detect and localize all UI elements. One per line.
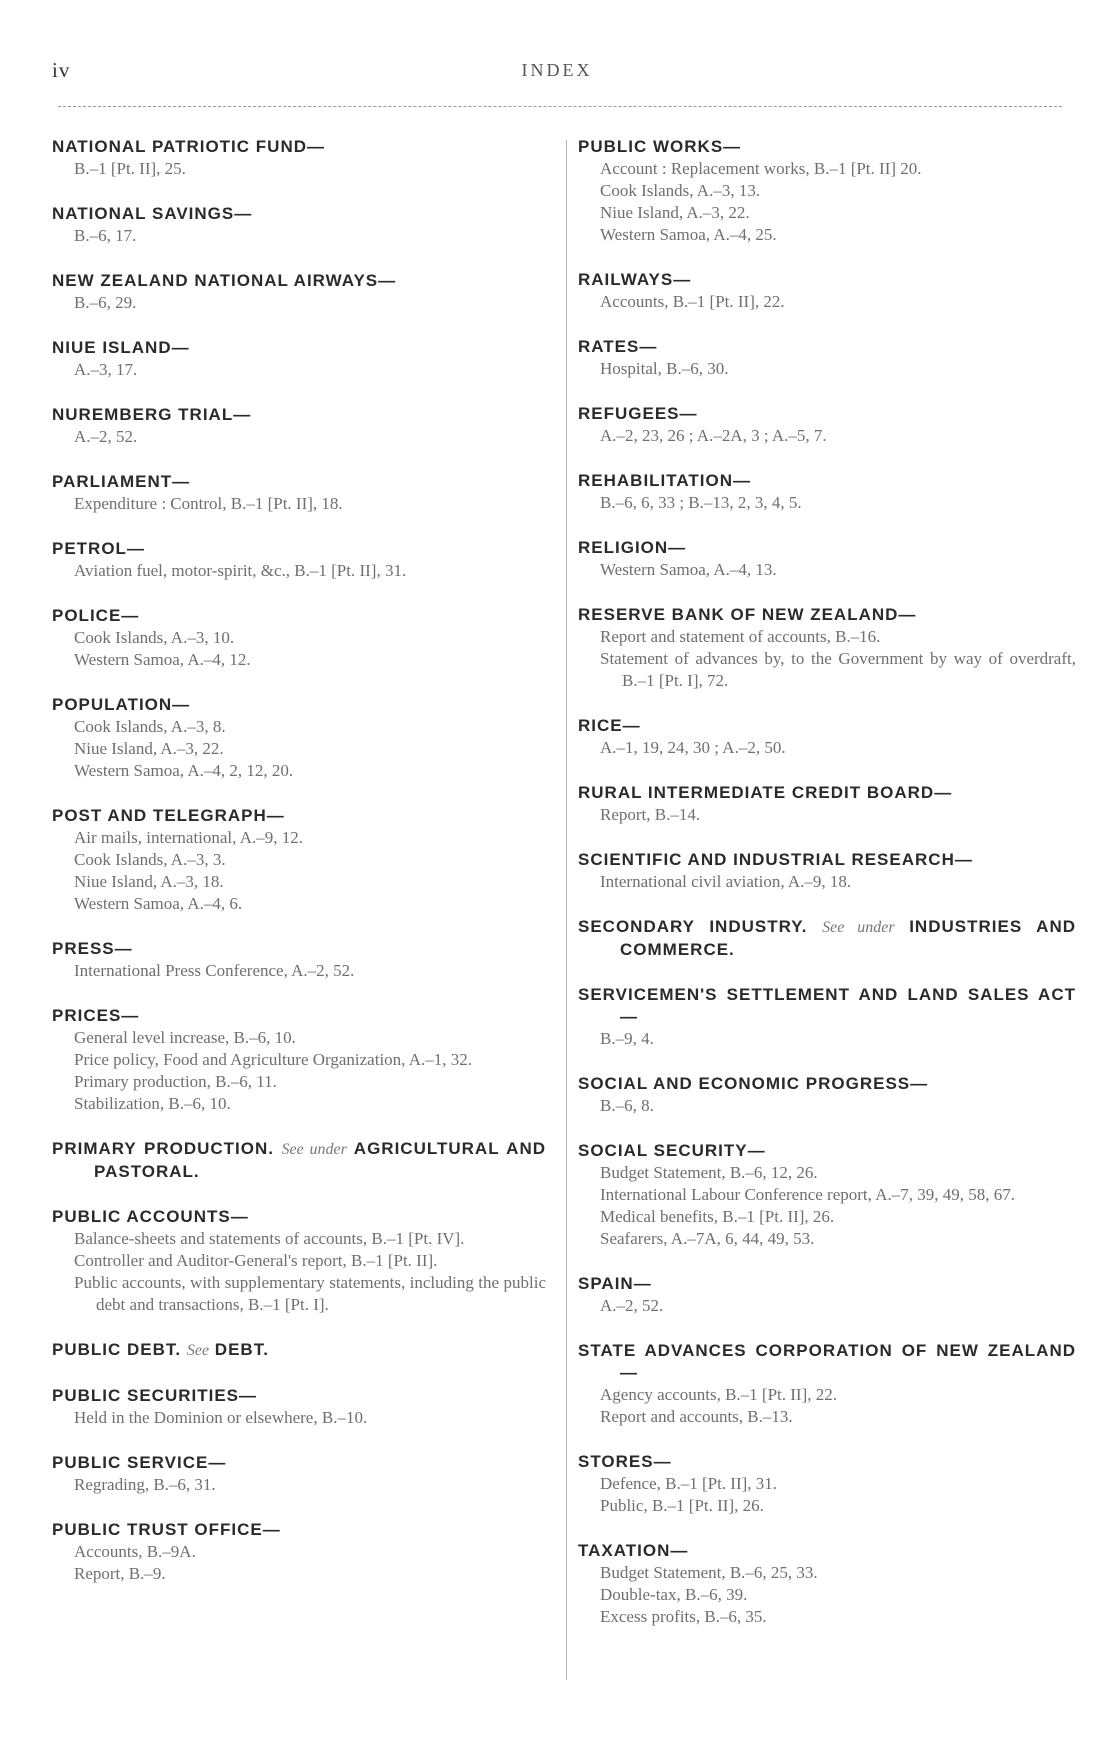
entry-heading (52, 805, 546, 827)
sub-entry: Niue Island, A.–3, 22. (600, 203, 750, 222)
entry-heading (578, 1340, 1076, 1384)
sub-entry: A.–2, 23, 26 ; A.–2A, 3 ; A.–5, 7. (600, 426, 827, 445)
sub-entry: Budget Statement, B.–6, 12, 26. (600, 1163, 818, 1182)
index-entry (578, 1140, 1076, 1250)
sub-entry: Controller and Auditor-General's report, B.–1 [Pt. II]. (74, 1251, 438, 1270)
sub-entry: Double-tax, B.–6, 39. (600, 1585, 748, 1604)
heading-text: PUBLIC SERVICE— (52, 1453, 227, 1472)
entry-heading (578, 336, 1076, 358)
index-entry (52, 1452, 546, 1496)
index-entry (578, 136, 1076, 246)
sub-entry: Agency accounts, B.–1 [Pt. II], 22. (600, 1385, 838, 1404)
sub-entry: Accounts, B.–1 [Pt. II], 22. (600, 292, 785, 311)
heading-text: STORES— (578, 1452, 672, 1471)
sub-entry: A.–1, 19, 24, 30 ; A.–2, 50. (600, 738, 786, 757)
entry-heading (578, 1540, 1076, 1562)
index-entry (52, 203, 546, 247)
index-entry (578, 1273, 1076, 1317)
index-entry (52, 471, 546, 515)
sub-entry: Accounts, B.–9A. (74, 1542, 196, 1561)
index-entry (578, 336, 1076, 380)
heading-text: TAXATION— (578, 1541, 689, 1560)
running-head: INDEX (521, 60, 593, 80)
heading-text: POLICE— (52, 606, 140, 625)
sub-entry: B.–6, 6, 33 ; B.–13, 2, 3, 4, 5. (600, 493, 802, 512)
heading-text: SCIENTIFIC AND INDUSTRIAL RESEARCH— (578, 850, 973, 869)
heading-text: PRICES— (52, 1006, 140, 1025)
sub-entry: Aviation fuel, motor-spirit, &c., B.–1 [Pt. II], 31. (74, 561, 407, 580)
entry-heading (578, 269, 1076, 291)
index-entry (578, 916, 1076, 961)
index-column-right (578, 136, 1076, 1651)
sub-entry: A.–2, 52. (600, 1296, 664, 1315)
sub-entry: Hospital, B.–6, 30. (600, 359, 729, 378)
index-entry (52, 538, 546, 582)
index-entry (52, 1206, 546, 1316)
entry-heading (52, 538, 546, 560)
index-entry (52, 1138, 546, 1183)
heading-text: NATIONAL SAVINGS— (52, 204, 253, 223)
page-header (0, 0, 1114, 110)
sub-entry: A.–3, 17. (74, 360, 138, 379)
sub-entry: Western Samoa, A.–4, 6. (74, 894, 243, 913)
entry-heading (578, 849, 1076, 871)
entry-heading (52, 203, 546, 225)
sub-entry: Primary production, B.–6, 11. (74, 1072, 277, 1091)
entry-heading (578, 604, 1076, 626)
entry-heading (52, 1005, 546, 1027)
entry-heading (52, 1385, 546, 1407)
sub-entry: Balance-sheets and statements of accounts, B.–1 [Pt. IV]. (74, 1229, 465, 1248)
entry-heading (52, 1138, 546, 1183)
index-entry (578, 1073, 1076, 1117)
heading-text: SECONDARY INDUSTRY. (578, 917, 808, 936)
sub-entry: Niue Island, A.–3, 22. (74, 739, 224, 758)
sub-entry: Medical benefits, B.–1 [Pt. II], 26. (600, 1207, 835, 1226)
sub-entry: Western Samoa, A.–4, 12. (74, 650, 251, 669)
sub-entry: Price policy, Food and Agriculture Organization, A.–1, 32. (74, 1050, 473, 1069)
index-entry (578, 1540, 1076, 1628)
sub-entry: Seafarers, A.–7A, 6, 44, 49, 53. (600, 1229, 815, 1248)
index-entry (52, 1005, 546, 1115)
entry-heading (578, 916, 1076, 961)
index-entry (52, 805, 546, 915)
heading-text: NEW ZEALAND NATIONAL AIRWAYS— (52, 271, 397, 290)
sub-entry: Cook Islands, A.–3, 8. (74, 717, 226, 736)
index-entry (578, 984, 1076, 1050)
entry-heading (578, 782, 1076, 804)
heading-text: REHABILITATION— (578, 471, 752, 490)
heading-text: SERVICEMEN'S SETTLEMENT AND LAND SALES ACT— (578, 985, 1076, 1026)
entry-heading (52, 605, 546, 627)
sub-entry: Defence, B.–1 [Pt. II], 31. (600, 1474, 778, 1493)
sub-entry: International Labour Conference report, A.–7, 39, 49, 58, 67. (600, 1185, 1015, 1204)
index-entry (578, 537, 1076, 581)
cross-reference: INDUSTRIES AND COMMERCE. (620, 917, 1076, 959)
sub-entry: Western Samoa, A.–4, 25. (600, 225, 777, 244)
entry-heading (52, 938, 546, 960)
entry-heading (578, 984, 1076, 1028)
index-entry (52, 270, 546, 314)
sub-entry: Report and accounts, B.–13. (600, 1407, 793, 1426)
index-entry (52, 694, 546, 782)
heading-text: PETROL— (52, 539, 145, 558)
sub-entry: Report, B.–9. (74, 1564, 166, 1583)
sub-entry: General level increase, B.–6, 10. (74, 1028, 296, 1047)
sub-entry: Budget Statement, B.–6, 25, 33. (600, 1563, 818, 1582)
heading-text: PUBLIC SECURITIES— (52, 1386, 258, 1405)
heading-text: NIUE ISLAND— (52, 338, 190, 357)
see-reference-note: See under (281, 1141, 347, 1158)
entry-heading (578, 1140, 1076, 1162)
entry-heading (578, 1073, 1076, 1095)
heading-text: POPULATION— (52, 695, 191, 714)
index-column-left (52, 136, 546, 1608)
page-number: iv (52, 58, 71, 82)
sub-entry: Report, B.–14. (600, 805, 701, 824)
heading-text: NATIONAL PATRIOTIC FUND— (52, 137, 325, 156)
heading-text: REFUGEES— (578, 404, 698, 423)
entry-heading (52, 337, 546, 359)
entry-heading (52, 1452, 546, 1474)
cross-reference: DEBT. (214, 1340, 269, 1359)
index-entry (578, 470, 1076, 514)
entry-heading (578, 1273, 1076, 1295)
heading-text: PRIMARY PRODUCTION. (52, 1139, 274, 1158)
sub-entry: Regrading, B.–6, 31. (74, 1475, 216, 1494)
sub-entry: Public, B.–1 [Pt. II], 26. (600, 1496, 764, 1515)
heading-text: SOCIAL SECURITY— (578, 1141, 766, 1160)
index-entry (578, 403, 1076, 447)
index-entry (578, 1340, 1076, 1428)
index-entry (578, 269, 1076, 313)
sub-entry: B.–6, 8. (600, 1096, 654, 1115)
sub-entry: Statement of advances by, to the Government by way of overdraft, B.–1 [Pt. I], 72. (600, 649, 1076, 690)
heading-text: SPAIN— (578, 1274, 652, 1293)
see-reference-note: See under (822, 919, 895, 936)
column-divider (566, 140, 567, 1680)
sub-entry: B.–6, 29. (74, 293, 137, 312)
sub-entry: Public accounts, with supplementary statements, including the public debt and transactions, B.–1 [Pt. I]. (74, 1273, 546, 1314)
heading-text: NUREMBERG TRIAL— (52, 405, 252, 424)
sub-entry: International civil aviation, A.–9, 18. (600, 872, 852, 891)
entry-heading (52, 1519, 546, 1541)
entry-heading (52, 1206, 546, 1228)
entry-heading (52, 694, 546, 716)
sub-entry: B.–6, 17. (74, 226, 137, 245)
sub-entry: B.–9, 4. (600, 1029, 654, 1048)
heading-text: PRESS— (52, 939, 133, 958)
see-reference-note: See (186, 1342, 210, 1359)
index-entry (52, 404, 546, 448)
heading-text: POST AND TELEGRAPH— (52, 806, 285, 825)
entry-heading (52, 270, 546, 292)
sub-entry: Held in the Dominion or elsewhere, B.–10. (74, 1408, 368, 1427)
header-rule (58, 106, 1062, 107)
sub-entry: B.–1 [Pt. II], 25. (74, 159, 186, 178)
sub-entry: Account : Replacement works, B.–1 [Pt. II] 20. (600, 159, 922, 178)
heading-text: PUBLIC WORKS— (578, 137, 742, 156)
index-entry (578, 604, 1076, 692)
heading-text: RICE— (578, 716, 641, 735)
index-entry (578, 1451, 1076, 1517)
entry-heading (578, 715, 1076, 737)
index-entry (52, 605, 546, 671)
heading-text: SOCIAL AND ECONOMIC PROGRESS— (578, 1074, 929, 1093)
sub-entry: Expenditure : Control, B.–1 [Pt. II], 18. (74, 494, 343, 513)
heading-text: STATE ADVANCES CORPORATION OF NEW ZEALAND— (578, 1341, 1076, 1382)
index-entry (578, 849, 1076, 893)
index-entry (52, 1385, 546, 1429)
heading-text: RESERVE BANK OF NEW ZEALAND— (578, 605, 917, 624)
sub-entry: Cook Islands, A.–3, 3. (74, 850, 226, 869)
heading-text: PUBLIC ACCOUNTS— (52, 1207, 249, 1226)
sub-entry: Report and statement of accounts, B.–16. (600, 627, 881, 646)
entry-heading (578, 403, 1076, 425)
entry-heading (52, 136, 546, 158)
heading-text: PUBLIC DEBT. (52, 1340, 182, 1359)
index-entry (52, 938, 546, 982)
sub-entry: Western Samoa, A.–4, 13. (600, 560, 777, 579)
sub-entry: A.–2, 52. (74, 427, 138, 446)
sub-entry: Cook Islands, A.–3, 13. (600, 181, 761, 200)
heading-text: RATES— (578, 337, 658, 356)
entry-heading (578, 470, 1076, 492)
sub-entry: Excess profits, B.–6, 35. (600, 1607, 767, 1626)
index-entry (52, 1519, 546, 1585)
entry-heading (52, 404, 546, 426)
sub-entry: Niue Island, A.–3, 18. (74, 872, 224, 891)
index-entry (52, 337, 546, 381)
index-entry (578, 782, 1076, 826)
entry-heading (578, 136, 1076, 158)
sub-entry: Cook Islands, A.–3, 10. (74, 628, 235, 647)
heading-text: RURAL INTERMEDIATE CREDIT BOARD— (578, 783, 953, 802)
entry-heading (52, 1339, 546, 1362)
sub-entry: Stabilization, B.–6, 10. (74, 1094, 231, 1113)
entry-heading (578, 1451, 1076, 1473)
index-entry (578, 715, 1076, 759)
cross-reference: AGRICULTURAL AND PASTORAL. (94, 1139, 546, 1181)
sub-entry: Western Samoa, A.–4, 2, 12, 20. (74, 761, 294, 780)
heading-text: PARLIAMENT— (52, 472, 191, 491)
heading-text: PUBLIC TRUST OFFICE— (52, 1520, 281, 1539)
sub-entry: International Press Conference, A.–2, 52. (74, 961, 355, 980)
index-entry (52, 136, 546, 180)
heading-text: RELIGION— (578, 538, 687, 557)
sub-entry: Air mails, international, A.–9, 12. (74, 828, 303, 847)
entry-heading (52, 471, 546, 493)
heading-text: RAILWAYS— (578, 270, 692, 289)
entry-heading (578, 537, 1076, 559)
index-entry (52, 1339, 546, 1362)
